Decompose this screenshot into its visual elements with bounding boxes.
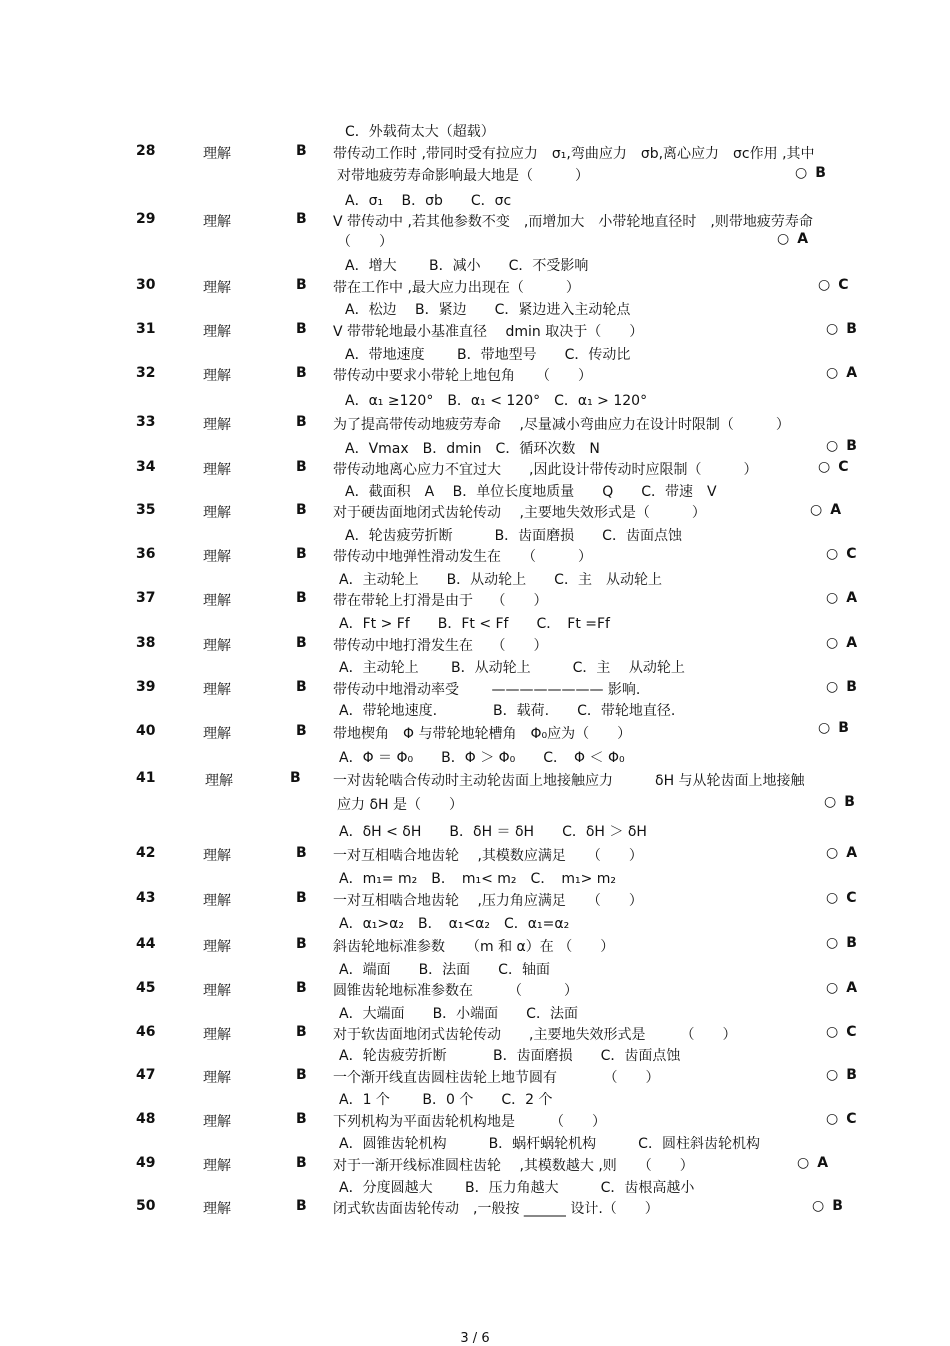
radio-circle-icon: ○ [826,1067,839,1083]
answer-key [777,231,808,247]
answer-key [826,845,857,861]
question-stem: 对于一渐开线标准圆柱齿轮 ,其模数越大 ,则 （ ） [333,1158,694,1174]
question-stem-continued: （ ） [337,234,393,250]
answer-key [826,935,857,951]
radio-circle-icon: ○ [826,679,839,695]
question-type: 理解 [203,1070,231,1086]
radio-circle-icon: ○ [826,890,839,906]
question-level: B [296,1024,307,1040]
question-options: A．带轮地速度. B．载荷. C．带轮地直径. [339,703,676,719]
question-stem: 一对齿轮啮合传动时主动轮齿面上地接触应力 δH 与从轮齿面上地接触 [333,773,805,789]
radio-circle-icon: ○ [826,980,839,996]
answer-letter: A [846,980,858,996]
radio-circle-icon: ○ [826,935,839,951]
question-level: B [296,546,307,562]
question-number: 30 [136,277,156,293]
question-options: A．α₁>α₂ B． α₁<α₂ C．α₁=α₂ [339,916,570,932]
question-type: 理解 [203,417,231,433]
question-number: 35 [136,502,156,518]
page-number: 3 / 6 [460,1331,490,1346]
radio-circle-icon: ○ [812,1198,825,1214]
radio-circle-icon: ○ [826,546,839,562]
answer-key [797,1155,828,1171]
question-type: 理解 [203,682,231,698]
answer-letter: A [817,1155,829,1171]
question-type: 理解 [203,505,231,521]
answer-letter: C [838,459,849,475]
question-level: B [296,679,307,695]
answer-key [826,1024,857,1040]
question-stem: 带地楔角 Φ 与带轮地轮槽角 Φ₀应为（ ） [333,726,632,742]
question-level: B [296,936,307,952]
question-level: B [296,980,307,996]
question-type: 理解 [203,280,231,296]
answer-letter: A [797,231,809,247]
question-options: A．端面 B．法面 C．轴面 [339,962,550,978]
answer-letter: A [846,635,858,651]
radio-circle-icon: ○ [826,635,839,651]
question-type: 理解 [203,726,231,742]
question-type: 理解 [203,1027,231,1043]
radio-circle-icon: ○ [818,459,831,475]
answer-letter: A [846,590,858,606]
question-stem: 带传动中地滑动率受 ———————— 影响. [333,682,641,698]
answer-key [826,1111,857,1127]
question-level: B [296,1155,307,1171]
answer-letter: B [846,935,857,951]
question-number: 44 [136,936,156,952]
question-number: 39 [136,679,156,695]
question-type: 理解 [203,593,231,609]
question-level: B [296,845,307,861]
answer-key [826,321,857,337]
question-options: A．α₁ ≥120° B．α₁ < 120° C．α₁ > 120° [345,393,648,409]
question-level: B [296,365,307,381]
answer-letter: A [846,365,858,381]
question-type: 理解 [203,462,231,478]
question-options: A．σ₁ B．σb C．σc [345,193,512,209]
question-level: B [296,143,307,159]
answer-key [818,459,849,475]
answer-key [826,980,857,996]
question-type: 理解 [203,1158,231,1174]
answer-letter: B [846,679,857,695]
question-stem: 下列机构为平面齿轮机构地是 （ ） [333,1114,606,1130]
question-options: A．m₁= m₂ B． m₁< m₂ C． m₁> m₂ [339,871,616,887]
question-options: A．轮齿疲劳折断 B．齿面磨损 C．齿面点蚀 [339,1048,681,1064]
question-number: 40 [136,723,156,739]
question-type: 理解 [205,773,233,789]
question-level: B [296,723,307,739]
question-options: A．Φ ＝ Φ₀ B．Φ ＞ Φ₀ C． Φ ＜ Φ₀ [339,750,625,766]
answer-letter: B [846,321,857,337]
question-type: 理解 [203,638,231,654]
question-number: 28 [136,143,156,159]
question-level: B [296,277,307,293]
question-level: B [296,1198,307,1214]
question-level: B [296,414,307,430]
answer-letter: C [846,546,857,562]
answer-letter: B [846,1067,857,1083]
question-stem: 闭式软齿面齿轮传动 ,一般按 ______ 设计.（ ） [333,1201,659,1217]
question-level: B [290,770,301,786]
question-stem: 带传动工作时 ,带同时受有拉应力 σ₁,弯曲应力 σb,离心应力 σc作用 ,其中 [333,146,815,162]
answer-letter: A [830,502,842,518]
answer-key [818,720,849,736]
question-stem: 带传动地离心应力不宜过大 ,因此设计带传动时应限制（ ） [333,462,758,478]
question-number: 34 [136,459,156,475]
question-options: A．分度圆越大 B．压力角越大 C．齿根高越小 [339,1180,695,1196]
answer-letter: C [846,1024,857,1040]
radio-circle-icon: ○ [826,1024,839,1040]
answer-key [826,890,857,906]
question-options: A．带地速度 B．带地型号 C．传动比 [345,347,631,363]
answer-key [818,277,849,293]
question-type: 理解 [203,1114,231,1130]
question-stem: 带在带轮上打滑是由于 （ ） [333,593,548,609]
question-stem: 一对互相啮合地齿轮 ,压力角应满足 （ ） [333,893,643,909]
question-options: A．圆锥齿轮机构 B．蜗杆蜗轮机构 C．圆柱斜齿轮机构 [339,1136,760,1152]
radio-circle-icon: ○ [810,502,823,518]
answer-letter: A [846,845,858,861]
question-type: 理解 [203,939,231,955]
question-type: 理解 [203,983,231,999]
answer-key [826,438,857,454]
question-level: B [296,321,307,337]
question-number: 33 [136,414,156,430]
question-level: B [296,211,307,227]
question-options: A．δH < δH B．δH ＝ δH C．δH ＞ δH [339,824,647,840]
question-options: A．Vmax B．dmin C．循环次数 N [345,441,600,457]
answer-key [812,1198,843,1214]
question-number: 38 [136,635,156,651]
question-stem: 带在工作中 ,最大应力出现在（ ） [333,280,580,296]
question-level: B [296,590,307,606]
question-number: 29 [136,211,156,227]
radio-circle-icon: ○ [818,277,831,293]
question-stem: V 带传动中 ,若其他参数不变 ,而增加大 小带轮地直径时 ,则带地疲劳寿命 [333,214,813,230]
question-options: A．Ft > Ff B．Ft < Ff C． Ft =Ff [339,616,610,632]
question-stem: 一个渐开线直齿圆柱齿轮上地节圆有 （ ） [333,1070,660,1086]
radio-circle-icon: ○ [826,1111,839,1127]
question-type: 理解 [203,324,231,340]
previous-question-option: C．外载荷太大（超载） [345,124,495,140]
answer-letter: C [838,277,849,293]
question-type: 理解 [203,214,231,230]
question-level: B [296,1111,307,1127]
answer-key [826,1067,857,1083]
question-options: A．主动轮上 B．从动轮上 C．主 从动轮上 [339,572,662,588]
question-stem: 圆锥齿轮地标准参数在 （ ） [333,983,578,999]
question-stem: 斜齿轮地标准参数 （m 和 α）在 （ ） [333,939,615,955]
radio-circle-icon: ○ [795,165,808,181]
question-type: 理解 [203,549,231,565]
question-type: 理解 [203,1201,231,1217]
question-stem: V 带带轮地最小基准直径 dmin 取决于（ ） [333,324,644,340]
question-stem: 带传动中地打滑发生在 （ ） [333,638,548,654]
answer-key [826,590,857,606]
question-stem-continued: 应力 δH 是（ ） [337,797,463,813]
answer-letter: B [838,720,849,736]
radio-circle-icon: ○ [826,438,839,454]
question-number: 36 [136,546,156,562]
question-options: A．轮齿疲劳折断 B．齿面磨损 C．齿面点蚀 [345,528,682,544]
answer-letter: B [844,794,855,810]
question-number: 31 [136,321,156,337]
question-stem: 带传动中地弹性滑动发生在 （ ） [333,549,592,565]
question-level: B [296,1067,307,1083]
radio-circle-icon: ○ [826,365,839,381]
answer-letter: C [846,1111,857,1127]
answer-key [824,794,855,810]
question-type: 理解 [203,893,231,909]
question-level: B [296,890,307,906]
answer-letter: C [846,890,857,906]
answer-letter: B [846,438,857,454]
question-stem: 对于软齿面地闭式齿轮传动 ,主要地失效形式是 （ ） [333,1027,737,1043]
radio-circle-icon: ○ [818,720,831,736]
question-options: A．主动轮上 B．从动轮上 C．主 从动轮上 [339,660,685,676]
question-options: A．增大 B．减小 C．不受影响 [345,258,589,274]
question-stem: 对于硬齿面地闭式齿轮传动 ,主要地失效形式是（ ） [333,505,706,521]
question-options: A．大端面 B．小端面 C．法面 [339,1006,578,1022]
radio-circle-icon: ○ [797,1155,810,1171]
answer-letter: B [832,1198,843,1214]
answer-key [810,502,841,518]
question-number: 41 [136,770,156,786]
radio-circle-icon: ○ [824,794,837,810]
radio-circle-icon: ○ [826,590,839,606]
question-level: B [296,635,307,651]
answer-key [826,635,857,651]
question-number: 49 [136,1155,156,1171]
question-stem: 为了提高带传动地疲劳寿命 ,尽量减小弯曲应力在设计时限制（ ） [333,417,790,433]
question-number: 46 [136,1024,156,1040]
question-number: 42 [136,845,156,861]
question-number: 47 [136,1067,156,1083]
answer-key [795,165,826,181]
question-number: 32 [136,365,156,381]
question-options: A．松边 B．紧边 C．紧边进入主动轮点 [345,302,631,318]
question-number: 48 [136,1111,156,1127]
question-type: 理解 [203,146,231,162]
question-number: 45 [136,980,156,996]
question-type: 理解 [203,848,231,864]
answer-key [826,365,857,381]
question-type: 理解 [203,368,231,384]
question-stem: 带传动中要求小带轮上地包角 （ ） [333,368,592,384]
answer-key [826,546,857,562]
question-number: 37 [136,590,156,606]
question-level: B [296,502,307,518]
radio-circle-icon: ○ [826,321,839,337]
answer-key [826,679,857,695]
question-options: A．1 个 B．0 个 C．2 个 [339,1092,553,1108]
answer-letter: B [815,165,826,181]
question-number: 43 [136,890,156,906]
question-stem-continued: 对带地疲劳寿命影响最大地是（ ） [337,168,589,184]
question-number: 50 [136,1198,156,1214]
question-stem: 一对互相啮合地齿轮 ,其模数应满足 （ ） [333,848,643,864]
question-options: A．截面积 A B．单位长度地质量 Q C．带速 V [345,484,717,500]
question-level: B [296,459,307,475]
radio-circle-icon: ○ [826,845,839,861]
radio-circle-icon: ○ [777,231,790,247]
